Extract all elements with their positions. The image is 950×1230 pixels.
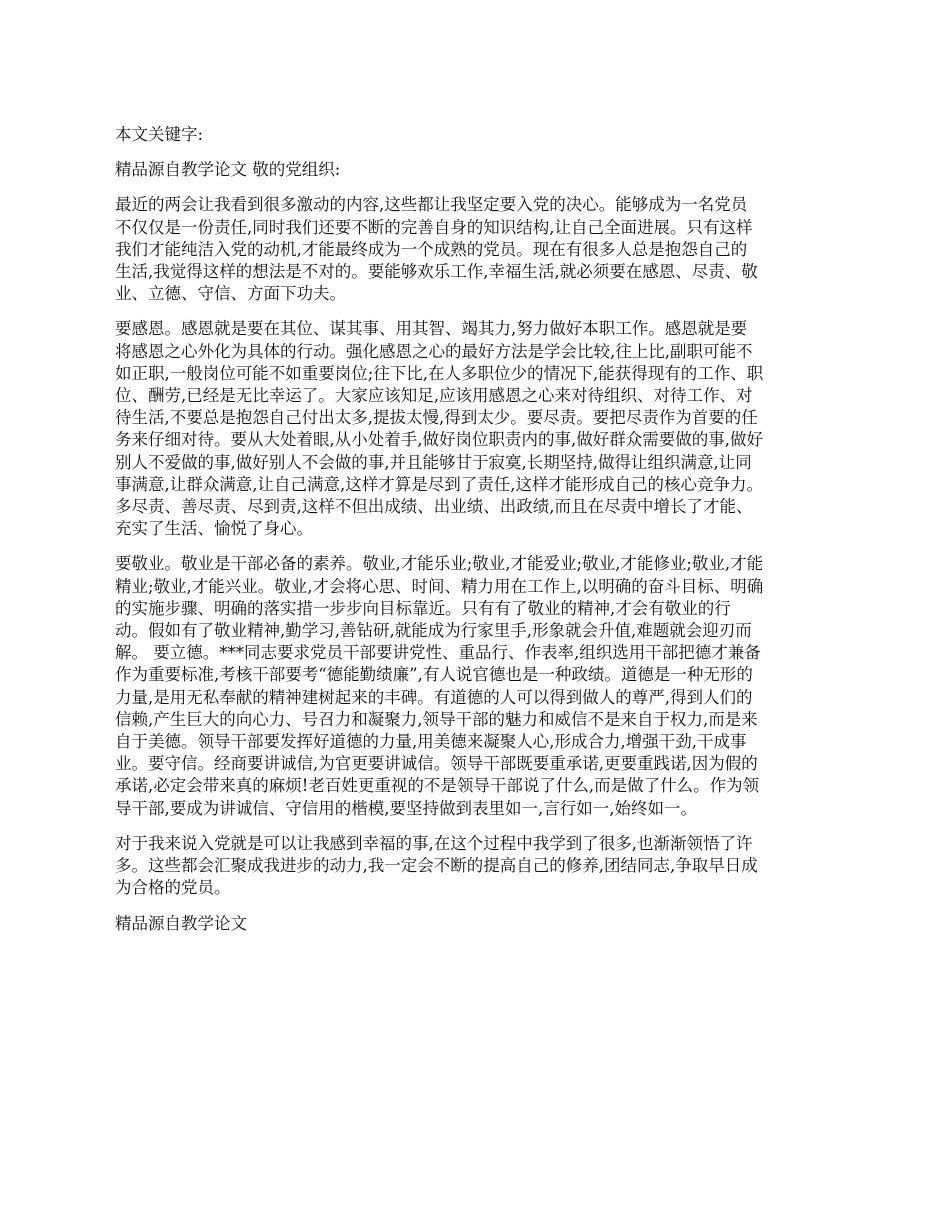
- text-line: 我们才能纯洁入党的动机,才能最终成为一个成熟的党员。现在有很多人总是抱怨自己的: [115, 239, 748, 259]
- paragraph-1: [115, 194, 840, 305]
- text-line: 作为重要标准,考核干部要考“德能勤绩廉”,有人说官德也是一种政绩。道德是一种无形的: [115, 665, 753, 685]
- salutation: 精品源自教学论文 敬的党组织:: [115, 160, 341, 180]
- text-line: 不仅仅是一份责任,同时我们还要不断的完善自身的知识结构,让自己全面进展。只有这样: [115, 217, 753, 237]
- footer-text: 精品源自教学论文: [115, 913, 247, 933]
- text-line: 最近的两会让我看到很多激动的内容,这些都让我坚定要入党的决心。能够成为一名党员: [115, 195, 748, 215]
- text-line: 为合格的党员。: [115, 878, 231, 898]
- text-line: 要敬业。敬业是干部必备的素养。敬业,才能乐业;敬业,才能爱业;敬业,才能修业;敬业,才能: [115, 554, 764, 574]
- text-line: 将感恩之心外化为具体的行动。强化感恩之心的最好方法是学会比较,往上比,副职可能不: [115, 341, 753, 361]
- paragraph-3: [115, 553, 840, 819]
- text-line: 自于美德。领导干部要发挥好道德的力量,用美德来凝聚人心,形成合力,增强干劲,干成事: [115, 732, 747, 752]
- text-line: 承诺,必定会带来真的麻烦!老百姓更重视的不是领导干部说了什么,而是做了什么。作为领: [115, 776, 760, 796]
- text-line: 事满意,让群众满意,让自己满意,这样才算是尽到了责任,这样才能形成自己的核心竞争力。: [115, 474, 763, 494]
- text-line: 信赖,产生巨大的向心力、号召力和凝聚力,领导干部的魅力和威信不是来自于权力,而是来: [115, 709, 758, 729]
- text-line: 生活,我觉得这样的想法是不对的。要能够欢乐工作,幸福生活,就必须要在感恩、尽责、敬: [115, 262, 758, 282]
- text-line: 业。要守信。经商要讲诚信,为官更要讲诚信。领导干部既要重承诺,更要重践诺,因为假的: [115, 754, 758, 774]
- paragraph-2: [115, 318, 840, 540]
- text-line: 的实施步骤、明确的落实措一步步向目标靠近。只有有了敬业的精神,才会有敬业的行: [115, 598, 731, 618]
- text-line: 力量,是用无私奉献的精神建树起来的丰碑。有道德的人可以得到做人的尊严,得到人们的: [115, 687, 753, 707]
- text-line: 位、酬劳,已经是无比幸运了。大家应该知足,应该用感恩之心来对待组织、对待工作、对: [115, 386, 753, 406]
- text-line: 精业;敬业,才能兴业。敬业,才会将心思、时间、精力用在工作上,以明确的奋斗目标、明确: [115, 576, 764, 596]
- text-line: 多。这些都会汇聚成我进步的动力,我一定会不断的提高自己的修养,团结同志,争取早日成: [115, 856, 758, 876]
- text-line: 待生活,不要总是抱怨自己付出太多,提拔太慢,得到太少。要尽责。要把尽责作为首要的任: [115, 408, 758, 428]
- text-line: 对于我来说入党就是可以让我感到幸福的事,在这个过程中我学到了很多,也渐渐领悟了许: [115, 833, 753, 853]
- text-line: 业、立德、守信、方面下功夫。: [115, 284, 346, 304]
- text-line: 导干部,要成为讲诚信、守信用的楷模,要坚持做到表里如一,言行如一,始终如一。: [115, 798, 697, 818]
- text-line: 解。 要立德。***同志要求党员干部要讲党性、重品行、作表率,组织选用干部把德才兼备: [115, 643, 761, 663]
- text-line: 别人不爱做的事,做好别人不会做的事,并且能够甘于寂寞,长期坚持,做得让组织满意,让同: [115, 452, 752, 472]
- text-line: 务来仔细对待。要从大处着眼,从小处着手,做好岗位职责内的事,做好群众需要做的事,做好: [115, 430, 763, 450]
- text-line: 要感恩。感恩就是要在其位、谋其事、用其智、竭其力,努力做好本职工作。感恩就是要: [115, 319, 748, 339]
- document-body: [115, 124, 840, 948]
- paragraph-4: [115, 833, 840, 900]
- text-line: 如正职,一般岗位可能不如重要岗位;往下比,在人多职位少的情况下,能获得现有的工作、职: [115, 363, 764, 383]
- keywords-label: 本文关键字:: [115, 125, 204, 144]
- text-line: 动。假如有了敬业精神,勤学习,善钻研,就能成为行家里手,形象就会升值,难题就会迎刃而: [115, 621, 752, 641]
- text-line: 多尽责、善尽责、尽到责,这样不但出成绩、出业绩、出政绩,而且在尽责中增长了才能、: [115, 497, 753, 517]
- text-line: 充实了生活、愉悦了身心。: [115, 519, 313, 539]
